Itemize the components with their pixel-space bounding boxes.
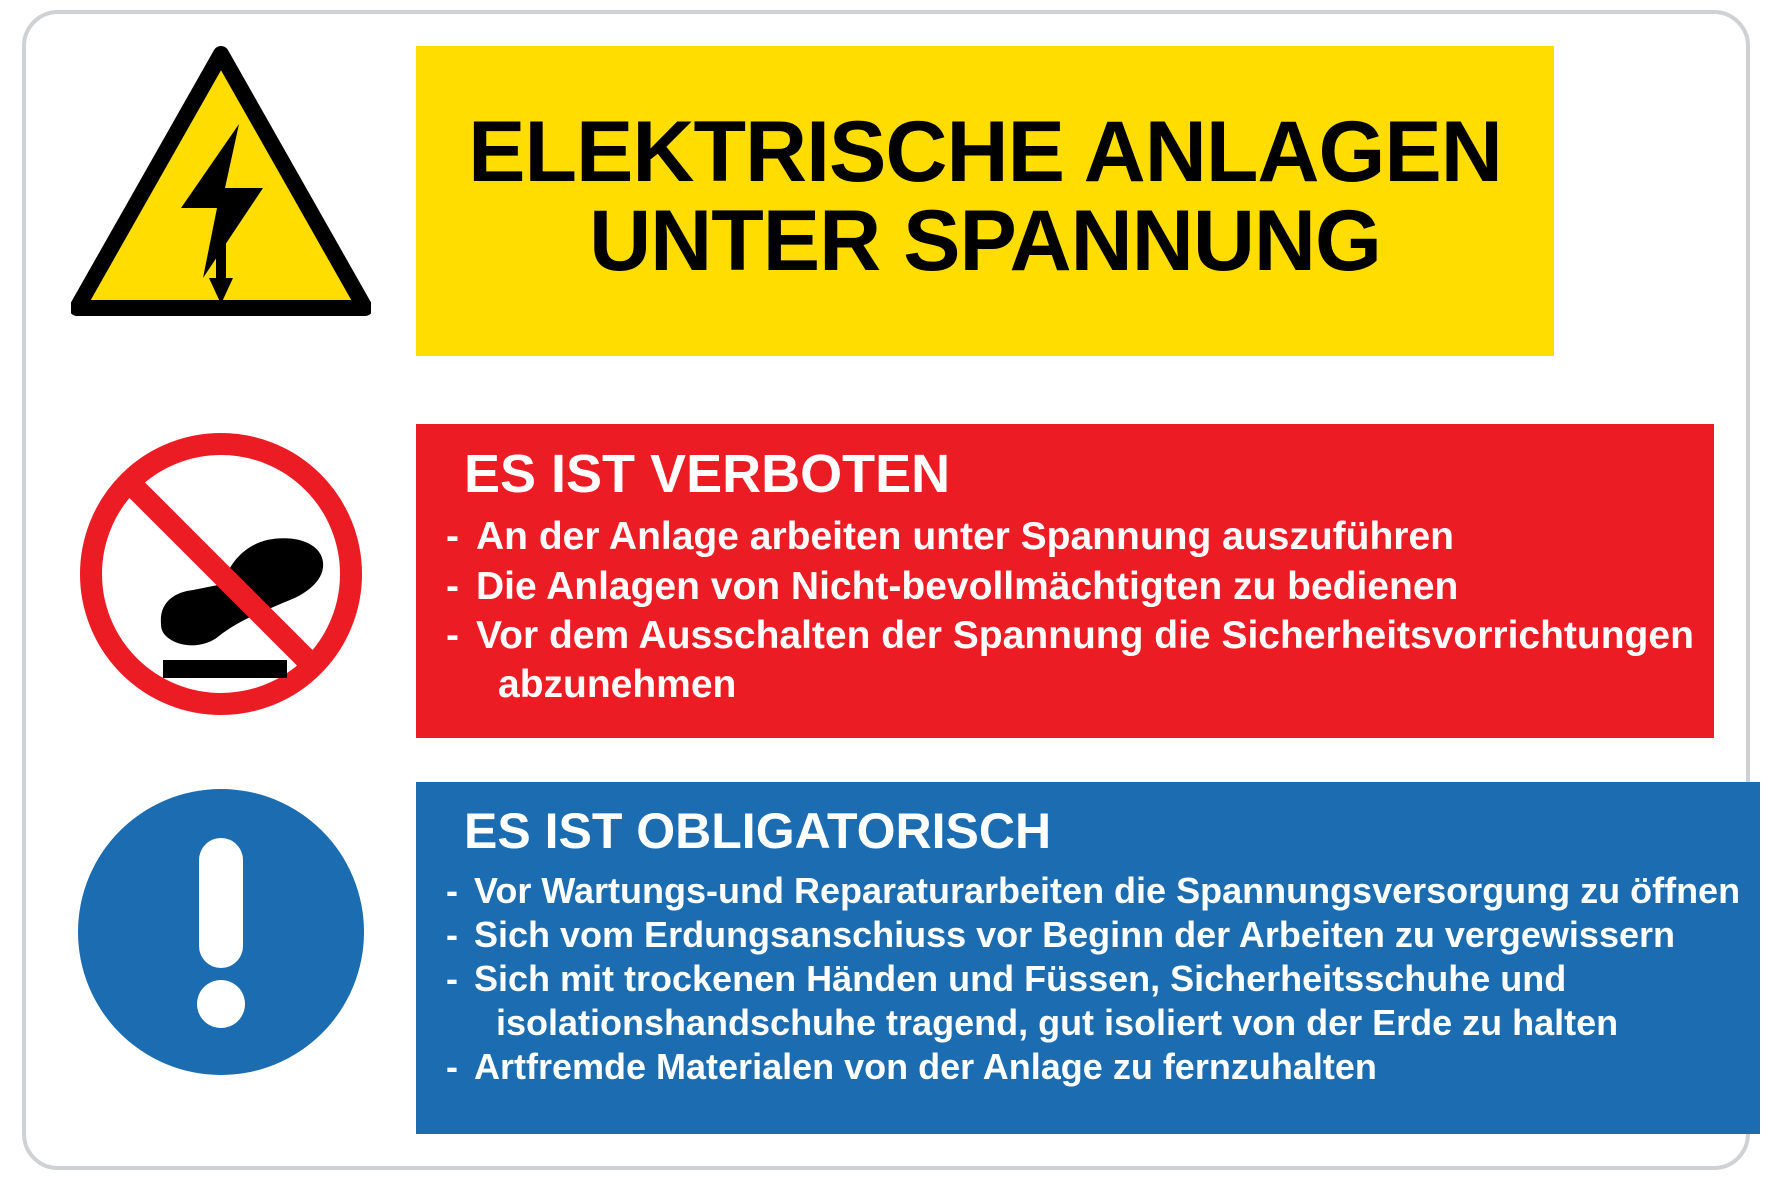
list-item	[446, 611, 1694, 660]
list-item-text: An der Anlage arbeiten unter Spannung auszuführen	[476, 515, 1454, 559]
list-dash: -	[446, 564, 459, 608]
mandatory-list	[446, 869, 1740, 1089]
list-dash: -	[446, 515, 459, 559]
list-item-continuation	[446, 660, 1694, 709]
no-touch-hand-prohibition-icon	[71, 424, 371, 729]
warning-title-line-2: UNTER SPANNUNG	[589, 193, 1381, 289]
prohibition-heading: ES IST VERBOTEN	[464, 444, 951, 504]
list-dash: -	[446, 870, 458, 911]
list-item	[446, 913, 1740, 957]
mandatory-icon-cell	[26, 782, 416, 1087]
list-item-text: abzunehmen	[498, 662, 737, 706]
mandatory-heading: ES IST OBLIGATORISCH	[464, 803, 1052, 859]
warning-panel	[416, 46, 1554, 356]
list-item-text: Artfremde Materialen von der Anlage zu fernzuhalten	[474, 1045, 1377, 1087]
mandatory-panel	[416, 782, 1760, 1134]
warning-icon-cell	[26, 46, 416, 318]
list-dash: -	[446, 957, 458, 999]
list-item-text: Vor dem Ausschalten der Spannung die Sicherheitsvorrichtungen	[476, 613, 1694, 657]
prohibition-panel	[416, 424, 1714, 738]
list-item-continuation	[446, 1001, 1740, 1045]
list-item-text: Sich vom Erdungsanschiuss vor Beginn der Arbeiten zu vergewissern	[474, 913, 1675, 955]
electric-hazard-triangle-icon	[71, 46, 371, 318]
list-item	[446, 957, 1740, 1001]
list-item-text: Die Anlagen von Nicht-bevollmächtigten zu bedienen	[476, 564, 1459, 608]
list-dash: -	[446, 613, 459, 657]
list-item-text: Vor Wartungs-und Reparaturarbeiten die Spannungsversorgung zu öffnen	[474, 870, 1741, 911]
prohibition-icon-cell	[26, 424, 416, 729]
list-dash: -	[446, 913, 458, 955]
warning-title-line-1: ELEKTRISCHE ANLAGEN	[468, 104, 1502, 201]
prohibition-list	[446, 512, 1694, 709]
list-item	[446, 512, 1694, 561]
exclamation-mark-circle-mandatory-icon	[71, 782, 371, 1087]
list-dash: -	[446, 1045, 458, 1087]
list-item	[446, 1045, 1740, 1089]
warning-row	[26, 46, 1746, 376]
mandatory-row	[26, 782, 1746, 1142]
list-item	[446, 562, 1694, 611]
prohibition-row	[26, 424, 1746, 754]
list-item-text: Sich mit trockenen Händen und Füssen, Sicherheitsschuhe und	[474, 957, 1567, 999]
list-item	[446, 869, 1740, 913]
safety-sign	[22, 10, 1750, 1170]
list-item-text: isolationshandschuhe tragend, gut isoliert von der Erde zu halten	[496, 1001, 1619, 1043]
